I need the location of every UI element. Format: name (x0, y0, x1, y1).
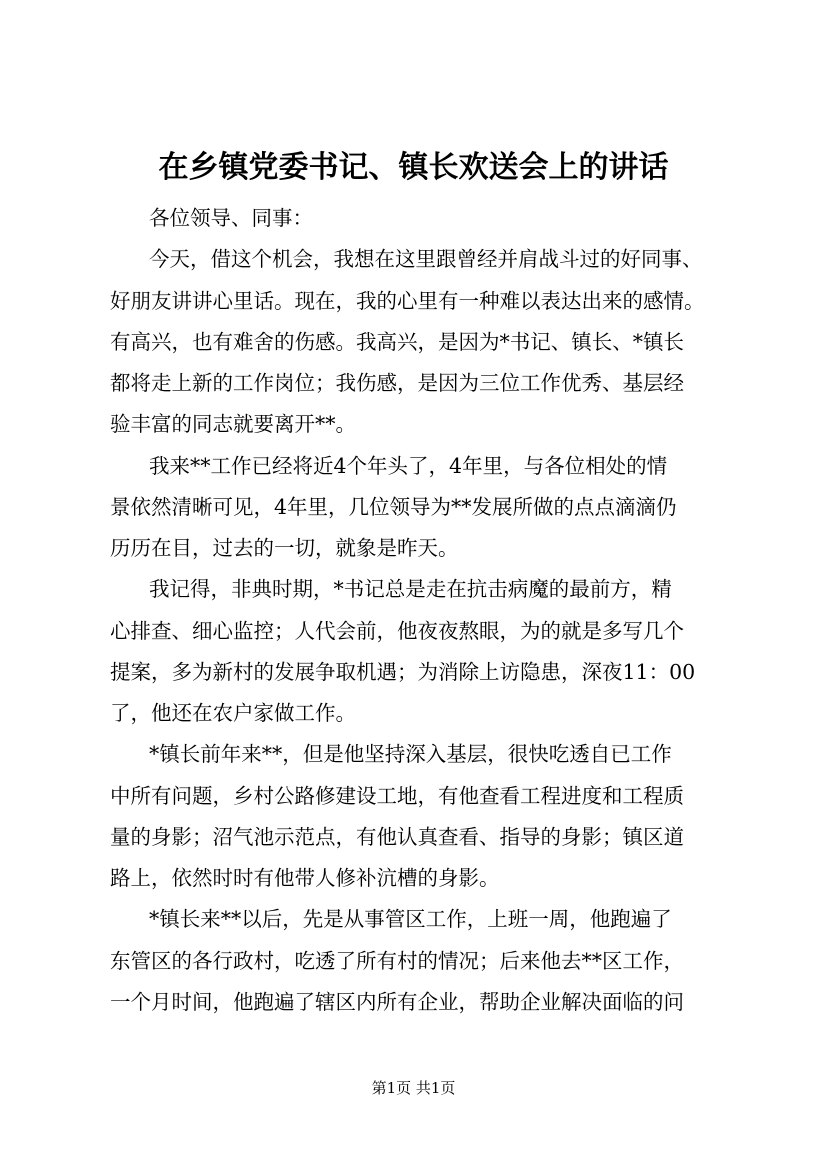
body-line: 东管区的各行政村，吃透了所有村的情况；后来他去**区工作， (110, 949, 684, 973)
body-line: 提案，多为新村的发展争取机遇；为消除上访隐患，深夜11：00 (110, 660, 696, 684)
body-line: 我记得，非典时期，*书记总是走在抗击病魔的最前方，精 (149, 577, 672, 601)
body-line: 了，他还在农户家做工作。 (110, 701, 356, 725)
body-line: 历历在目，过去的一切，就象是昨天。 (110, 536, 459, 560)
body-line: 景依然清晰可见，4年里，几位领导为**发展所做的点点滴滴仍 (110, 495, 677, 519)
document-title: 在乡镇党委书记、镇长欢送会上的讲话 (158, 150, 669, 185)
body-line: 都将走上新的工作岗位；我伤感，是因为三位工作优秀、基层经 (110, 371, 684, 395)
body-line: 路上，依然时时有他带人修补沆槽的身影。 (110, 866, 500, 890)
body-line: 今天，借这个机会，我想在这里跟曾经并肩战斗过的好同事、 (149, 247, 703, 271)
body-line: 心排查、细心监控；人代会前，他夜夜熬眼，为的就是多写几个 (110, 619, 684, 643)
body-line: *镇长前年来**，但是他坚持深入基层，很快吃透自已工作 (149, 742, 672, 766)
body-line: 中所有问题，乡村公路修建设工地，有他查看工程进度和工程质 (110, 784, 684, 808)
body-line: 好朋友讲讲心里话。现在，我的心里有一种难以表达出来的感情。 (110, 289, 705, 313)
page-number-footer: 第1页 共1页 (371, 1079, 456, 1097)
body-line: *镇长来**以后，先是从事管区工作，上班一周，他跑遍了 (149, 907, 672, 931)
body-line: 量的身影；沼气池示范点，有他认真查看、指导的身影；镇区道 (110, 825, 684, 849)
body-line: 有高兴，也有难舍的伤感。我高兴，是因为*书记、镇长、*镇长 (110, 330, 684, 354)
salutation-line: 各位领导、同事： (149, 206, 313, 230)
body-line: 我来**工作已经将近4个年头了，4年里，与各位相处的情 (149, 454, 668, 478)
body-line: 一个月时间，他跑遍了辖区内所有企业，帮助企业解决面临的问 (110, 990, 684, 1014)
body-line: 验丰富的同志就要离开**。 (110, 412, 356, 436)
